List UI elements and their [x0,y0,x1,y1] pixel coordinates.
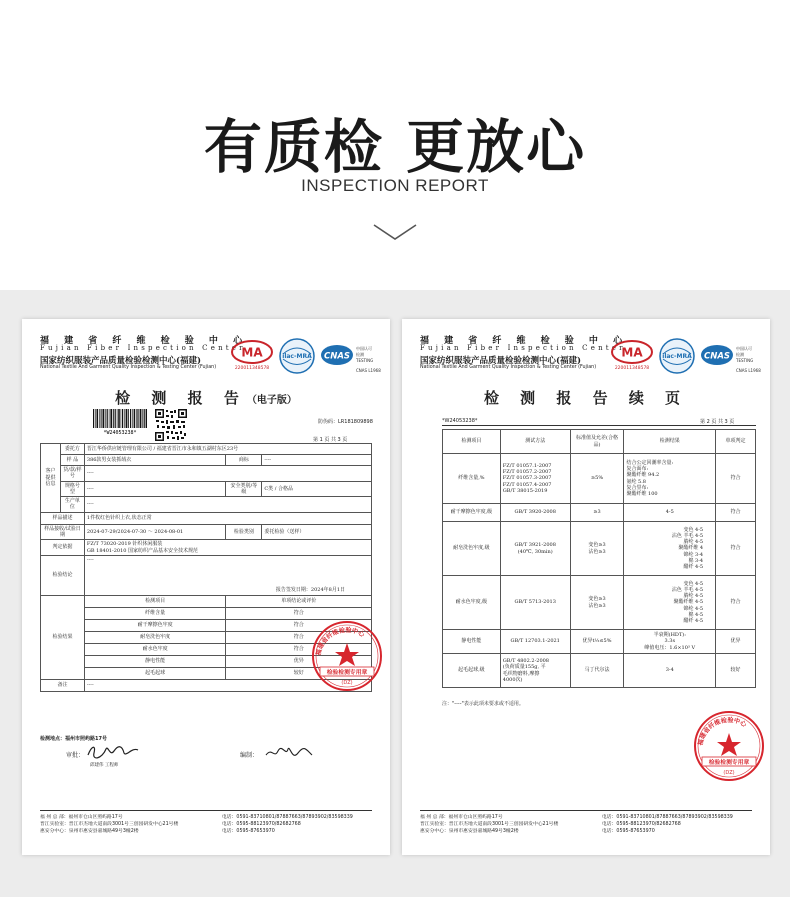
barcode-text: *W24053238* [442,418,478,424]
row-result: 变色 4-5 沾色 羊毛 4-5 腈纶 4-5 聚酯纤维 4 锦纶 3-4 棉 3-4 醋纤 4-5 [624,522,716,576]
security-code: 防伪码：LR181809898 [318,419,373,425]
center-name-cn: 国家纺织服装产品质量检验检测中心(福建) [40,356,202,366]
conclusion-value: ---- [86,557,94,563]
center-name-en: National Textile And Garment Quality Inspection & Testing Center (Fujian) [420,365,597,370]
svg-text:福建省纤维检验中心: 福建省纤维检验中心 [315,626,366,657]
producer-label: 生产单位 [60,497,84,513]
row-method: GB/T 3921-2008 (40℃, 30min) [500,522,570,576]
svg-text:220011348578: 220011348578 [614,366,650,371]
result-item: 耐干摩擦色牢度 [84,620,226,632]
remark-label: 备注 [41,680,85,692]
footer-address-1: 福 州 总 部：福州市仓山区照屿路17号 [420,815,503,820]
page-subtitle: INSPECTION REPORT [301,176,489,195]
producer-value: ---- [84,497,371,513]
qr-code-icon [155,409,187,441]
footer-phone-1: 电话：0591-83710801/87887663/87893902/83598339 [222,815,353,820]
row-method: FZ/T 01057.1-2007 FZ/T 01057.2-2007 FZ/T 01057.3-2007 FZ/T 01057.4-2007 GB/T 38015-2019 [500,454,570,504]
result-eval: 符合 [226,644,372,656]
dates-label: 样品接收/试验日期 [41,524,85,540]
footer-address-3: 惠安分中心：泉州市惠安县嘉城路49号3幢2楼 [420,829,519,835]
remark-value: ---- [84,680,371,692]
report-title [22,387,390,408]
page-indicator: 第 1 页 共 3 页 [313,437,348,443]
footer-divider [420,810,752,811]
sample-label: 样 品 [60,455,84,466]
results-label: 检验结果 [41,596,85,680]
safety-label: 安全类别/等级 [226,481,262,497]
dates-value: 2024-07-29/2024-07-30 ～ 2024-08-01 [84,524,226,540]
svg-text:MA: MA [621,345,643,360]
page-indicator: 第 2 页 共 3 页 [700,419,735,425]
goods-value: ---- [84,466,371,482]
conclusion-cell [84,556,371,596]
row-result: 4-5 [624,504,716,522]
table-row [443,522,756,576]
testtype-value: 委托检验（送样） [262,524,372,540]
col-header: 检测项目 [443,430,501,454]
trademark-label: 商标 [226,455,262,466]
svg-text:ilac-MRA: ilac-MRA [662,353,692,360]
footer-phones [602,814,733,836]
barcode-icon [92,409,148,435]
svg-text:中国认可: 中国认可 [356,346,372,351]
cnas-logo-icon [320,341,382,375]
row-judge: 符合 [716,454,756,504]
row-judge: 符合 [716,504,756,522]
svg-text:CNAS L1968: CNAS L1968 [736,368,761,373]
ilac-mra-logo-icon [278,337,316,375]
svg-text:TESTING: TESTING [356,358,374,363]
table-note: 注："----"表示此项未要求或不适用。 [442,701,524,707]
cma-logo-icon [610,339,654,371]
row-result: 变色 4-5 沾色 羊毛 4-5 腈纶 4-5 聚酯纤维 4-5 锦纶 4-5 棉 4-5 醋纤 4-5 [624,576,716,630]
row-judge: 较好 [716,654,756,688]
barcode-text: *W24053238* [103,430,137,435]
svg-text:检测: 检测 [356,352,364,357]
row-result: 半衰期(HDT): 3.3s 峰值电压：1.6×10³ V [624,630,716,654]
testtype-label: 检验类别 [226,524,262,540]
row-standard: 马丁代尔法 [570,654,624,688]
col-header: 测试方法 [500,430,570,454]
svg-text:MA: MA [241,345,263,360]
row-standard: ≥3 [570,504,624,522]
svg-text:(DZ): (DZ) [723,770,735,776]
row-item: 耐皂洗色牢度,级 [443,522,501,576]
center-name-en: National Textile And Garment Quality Inspection & Testing Center (Fujian) [40,365,217,370]
row-item: 静电性能 [443,630,501,654]
row-judge: 优异 [716,630,756,654]
footer-addresses [420,814,558,836]
row-result: 结合公定回潮率含量: 复合面布: 聚酯纤维 94.2 氨纶 5.8 复合里布: 聚酯纤维 100 [624,454,716,504]
result-item: 耐水色牢度 [84,644,226,656]
basis-label: 判定依据 [41,540,85,556]
table-row [443,654,756,688]
header-divider [442,425,756,426]
safety-value: C类 / 合格品 [262,481,372,497]
row-method: GB/T 5713-2013 [500,576,570,630]
results-header-item: 检测项目 [84,596,226,608]
cnas-logo-icon [700,341,762,375]
reviewer-label: 审批： [66,752,85,759]
row-method: GB/T 12703.1-2021 [500,630,570,654]
ma-number: 220011348578 [234,366,270,371]
issue-date: 报告签发日期：2024年8月1日 [275,586,345,593]
footer-address-1: 福 州 总 部：福州市仓山区照屿路17号 [40,815,123,820]
footer-phone-1: 电话：0591-83710801/87887663/87893902/83598339 [602,815,733,820]
inspection-stamp-icon [692,709,766,783]
reviewer-signature-icon [84,741,144,761]
row-item: 起毛起球,级 [443,654,501,688]
result-eval: 符合 [226,620,372,632]
svg-text:TESTING: TESTING [736,358,754,363]
svg-text:CNAS: CNAS [323,351,351,362]
footer-address-2: 晋江实验室：晋江市杰地大道南段3001号三创园研发中心21号楼 [40,822,179,828]
row-result: 3-4 [624,654,716,688]
ilac-mra-logo-icon [658,337,696,375]
row-standard: 变色≥3 沾色≥3 [570,522,624,576]
svg-text:检验检测专用章: 检验检测专用章 [708,760,750,766]
editor-label: 编制： [240,752,259,759]
footer-phone-2: 电话：0595-88123970/82682768 [602,822,681,828]
continuation-table [442,429,756,688]
report-edition: （电子版） [246,395,297,406]
col-header: 标准值及允差(合格品) [570,430,624,454]
trademark-value: ---- [262,455,372,466]
report-title-text: 检 测 报 告 [115,389,247,407]
footer-phones [222,814,353,836]
client-value: 晋江华侨供应链管理有限公司 / 福建省晋江市永和镇五湖村东区23号 [84,444,371,455]
chevron-down-icon [372,222,418,242]
footer-address-3: 惠安分中心：泉州市惠安县嘉城路49号3幢2楼 [40,829,139,835]
hero-section [0,0,790,290]
institute-name-cn: 福 建 省 纤 维 检 验 中 心 [40,336,249,346]
institute-name-cn: 福 建 省 纤 维 检 验 中 心 [420,336,629,346]
spec-value: ---- [84,481,226,497]
inspection-stamp-icon [310,619,384,693]
svg-text:检验检测专用章: 检验检测专用章 [326,670,368,676]
desc-label: 样品描述 [41,512,85,524]
desc-value: 1件枚红色针织上衣,状态正常 [84,512,371,524]
row-judge: 符合 [716,522,756,576]
table-row [443,630,756,654]
basis-line-1: FZ/T 73020-2019 针织休闲服装 [86,541,163,548]
test-location: 检测地点：福州市照屿路17号 [40,736,107,742]
row-method: GB/T 3920-2008 [500,504,570,522]
page-title: 有质检 更放心 [203,113,587,181]
institute-name-en: Fujian Fiber Inspection Center [40,344,246,352]
result-eval: 较好 [226,668,372,680]
svg-text:CNAS L1968: CNAS L1968 [356,368,381,373]
footer-address-2: 晋江实验室：晋江市杰地大道南段3001号三创园研发中心21号楼 [420,822,559,828]
table-row [443,454,756,504]
results-header-eval: 单项结论或评价 [226,596,372,608]
footer-divider [40,810,372,811]
reviewer-caption: 邱建伟 工程师 [90,763,119,768]
footer-phone-3: 电话：0595-87653970 [222,829,275,835]
svg-text:福建省纤维检验中心: 福建省纤维检验中心 [697,716,748,747]
client-info-label: 客户提供信息 [41,444,61,513]
row-item: 纤维含量,% [443,454,501,504]
svg-text:中国认可: 中国认可 [736,346,752,351]
ilac-label: ilac-MRA [282,353,312,360]
row-item: 耐水色牢度,级 [443,576,501,630]
cma-logo-icon [230,339,274,371]
row-item: 耐干摩擦色牢度,级 [443,504,501,522]
footer-addresses [40,814,178,836]
table-row [443,576,756,630]
institute-name-en: Fujian Fiber Inspection Center [420,344,626,352]
svg-text:检测: 检测 [736,352,744,357]
editor-signature-icon [262,743,316,763]
report-page-1 [22,319,390,855]
col-header: 单项判定 [716,430,756,454]
spec-label: 规格号型 [60,481,84,497]
col-header: 检测结果 [624,430,716,454]
result-item: 静电性能 [84,656,226,668]
row-judge: 符合 [716,576,756,630]
result-item: 纤维含量 [84,608,226,620]
result-item: 起毛起球 [84,668,226,680]
client-label: 委托方 [60,444,84,455]
row-standard: 变色≥3 沾色≥3 [570,576,624,630]
row-standard: 优异t⅟₂≤5% [570,630,624,654]
sample-value: 386款男女装抓绒衣 [84,455,226,466]
result-eval: 符合 [226,608,372,620]
table-row [443,504,756,522]
result-eval: 符合 [226,632,372,644]
center-name-cn: 国家纺织服装产品质量检验检测中心(福建) [420,356,582,366]
basis-value [84,540,371,556]
result-item: 耐皂洗色牢度 [84,632,226,644]
result-eval: 优异 [226,656,372,668]
row-method: GB/T 4802.2-2008 (负荷质量155g, 平 毛织物磨料,摩擦 4000次) [500,654,570,688]
svg-text:(DZ): (DZ) [341,680,353,686]
svg-text:CNAS: CNAS [703,351,731,362]
basis-line-2: GB 18401-2010 国家纺织产品基本安全技术规范 [86,547,199,554]
goods-label: 货/款/样号 [60,466,84,482]
row-standard: ≥5% [570,454,624,504]
footer-phone-2: 电话：0595-88123970/82682768 [222,822,301,828]
report-page-2 [402,319,770,855]
conclusion-label: 检验结论 [41,556,85,596]
continuation-title: 检 测 报 告 续 页 [483,389,689,407]
footer-phone-3: 电话：0595-87653970 [602,829,655,835]
